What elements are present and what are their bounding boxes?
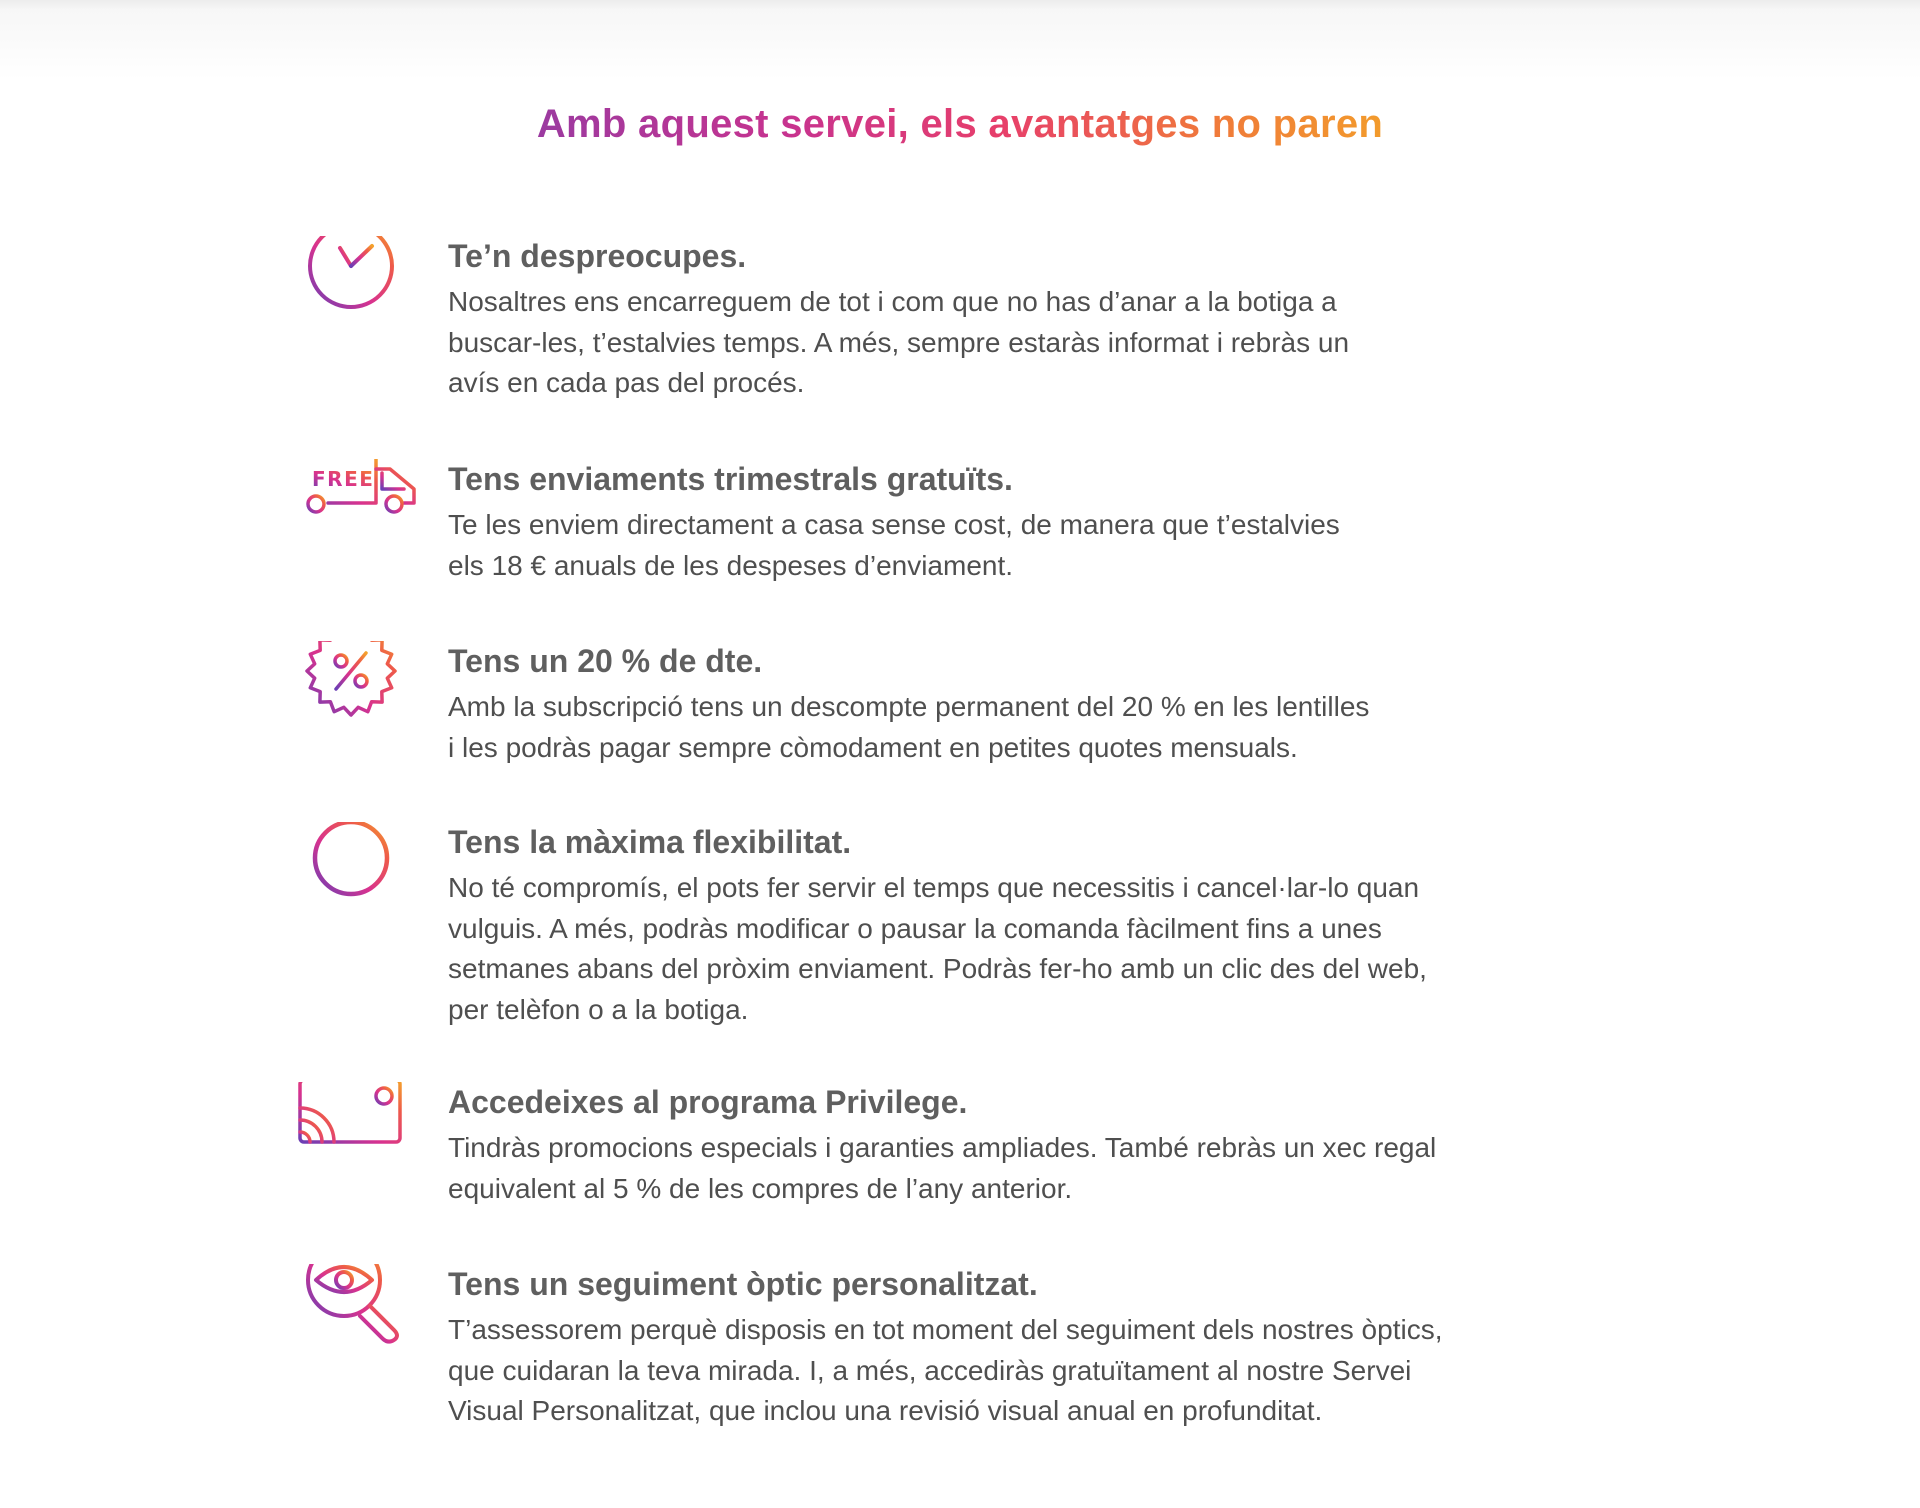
benefit-title: Accedeixes al programa Privilege. (448, 1084, 968, 1120)
benefit-description: Tindràs promocions especials i garanties ampliades. També rebràs un xec regal equivalent al 5 % de les compres de l’any anterior. (448, 1132, 1437, 1204)
eye-magnifier-icon (260, 1264, 440, 1374)
benefit-description: No té compromís, el pots fer servir el temps que necessitis i cancel·lar-lo quan vulguis. A més, podràs modificar o pausar la comanda fàcilment fins a unes setmanes abans del pròxim enviament. Podràs fer-ho amb un clic des del web, per telèfon o a la botiga. (448, 872, 1427, 1025)
benefit-title: Tens un seguiment òptic personalitzat. (448, 1266, 1038, 1302)
svg-text:FREE: FREE (312, 467, 375, 491)
benefit-title: Te’n despreocupes. (448, 238, 747, 274)
privilege-card-icon (260, 1082, 440, 1192)
benefit-description: Amb la subscripció tens un descompte permanent del 20 % en les lentilles i les podràs pagar sempre còmodament en petites quotes mensuals. (448, 691, 1370, 763)
free-delivery-truck-icon (258, 459, 438, 569)
top-shade (0, 0, 1920, 80)
benefit-title: Tens enviaments trimestrals gratuïts. (448, 461, 1013, 497)
clock-icon (260, 236, 440, 346)
pause-icon (260, 822, 440, 932)
benefit-description: Nosaltres ens encarreguem de tot i com que no has d’anar a la botiga a buscar-les, t’estalvies temps. A més, sempre estaràs informat i rebràs un avís en cada pas del procés. (448, 286, 1350, 398)
benefit-description: T’assessorem perquè disposis en tot moment del seguiment dels nostres òptics, que cuidaran la teva mirada. I, a més, accediràs gratuïtament al nostre Servei Visual Personalitzat, que inclou una revisió visual anual en profunditat. (448, 1314, 1443, 1426)
discount-badge-icon (260, 641, 440, 751)
benefit-title: Tens la màxima flexibilitat. (448, 824, 852, 860)
page-heading: Amb aquest servei, els avantatges no paren (536, 102, 1384, 146)
benefit-title: Tens un 20 % de dte. (448, 643, 763, 679)
benefit-description: Te les enviem directament a casa sense cost, de manera que t’estalvies els 18 € anuals de les despeses d’enviament. (448, 509, 1340, 581)
